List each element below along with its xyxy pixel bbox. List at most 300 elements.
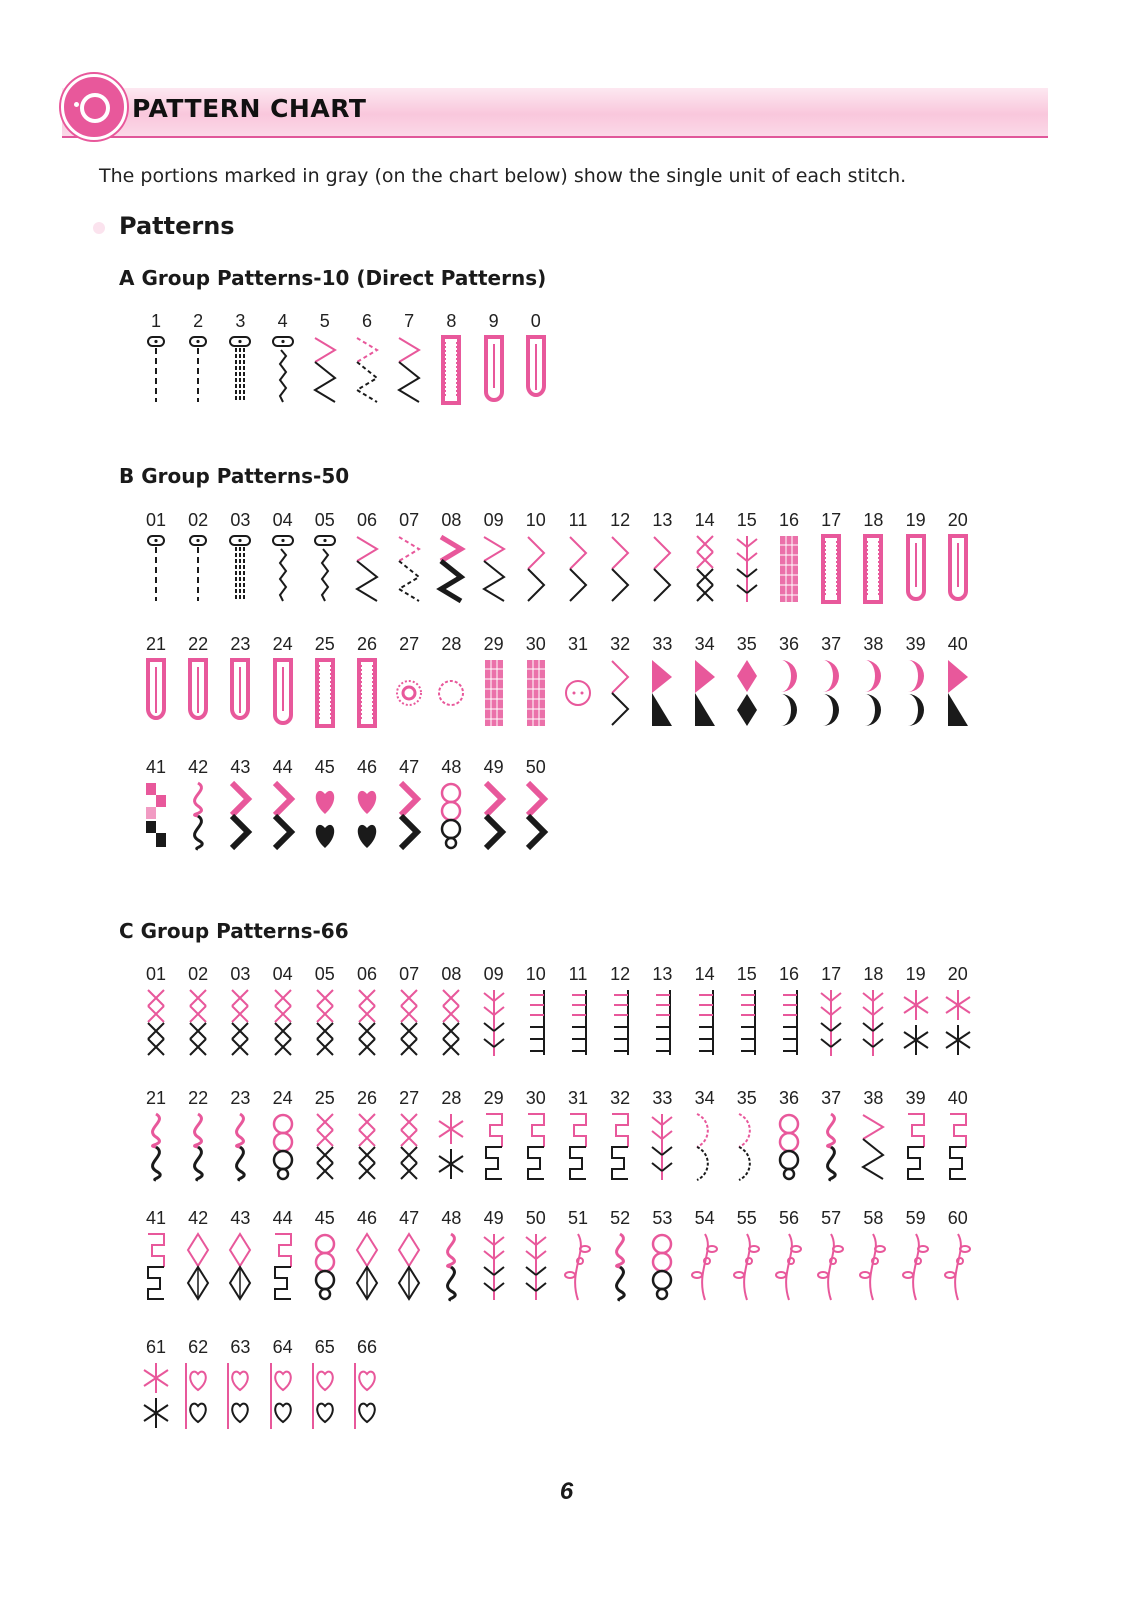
pattern-item	[474, 509, 514, 605]
pattern-number: 47	[399, 1208, 420, 1228]
pattern-number: 04	[272, 964, 293, 984]
pattern-item	[516, 756, 556, 852]
pattern-item	[389, 756, 429, 852]
pattern-item	[305, 1336, 345, 1432]
pattern-item	[178, 310, 218, 406]
page-title: PATTERN CHART	[132, 94, 367, 123]
leaf-chain-icon	[642, 1231, 682, 1303]
buttonhole-straight-icon	[178, 334, 218, 406]
heart-wave-icon	[347, 780, 387, 852]
pattern-item	[347, 310, 387, 406]
pattern-item	[516, 509, 556, 605]
figure-eight-icon	[431, 780, 471, 852]
pattern-number: 13	[652, 510, 673, 530]
pattern-number: 20	[947, 510, 968, 530]
pattern-item	[642, 633, 682, 729]
pattern-item	[727, 963, 767, 1059]
pattern-number: 28	[441, 634, 462, 654]
pattern-item	[389, 1087, 429, 1183]
pattern-item	[178, 963, 218, 1059]
serpentine-icon	[220, 1111, 260, 1183]
pattern-item	[685, 1087, 725, 1183]
pattern-number: 49	[483, 757, 504, 777]
pattern-item	[263, 1336, 303, 1432]
ladder-icon	[769, 533, 809, 605]
pattern-number: 1	[150, 311, 161, 331]
pattern-number: 50	[525, 757, 546, 777]
pattern-number: 29	[483, 634, 504, 654]
pattern-number: 20	[947, 964, 968, 984]
cross-stitch-icon	[685, 533, 725, 605]
pattern-item	[347, 509, 387, 605]
pattern-item	[853, 509, 893, 605]
star-stitch-icon	[896, 987, 936, 1059]
wave-satin-icon	[178, 780, 218, 852]
step-stitch-icon	[896, 1111, 936, 1183]
pattern-number: 5	[319, 311, 330, 331]
pattern-number: 49	[483, 1208, 504, 1228]
pattern-number: 14	[694, 510, 715, 530]
pattern-number: 25	[314, 1088, 335, 1108]
pattern-item	[474, 756, 514, 852]
pattern-number: 14	[694, 964, 715, 984]
comb-stitch-icon	[600, 987, 640, 1059]
pattern-item	[727, 509, 767, 605]
zigzag-satin-icon	[431, 533, 471, 605]
pattern-item	[136, 963, 176, 1059]
flower-vine-icon	[769, 1231, 809, 1303]
pattern-number: 29	[483, 1088, 504, 1108]
pattern-number: 11	[568, 510, 588, 530]
buttonhole-zigzag-icon	[263, 334, 303, 406]
pattern-number: 59	[905, 1208, 926, 1228]
pattern-item	[474, 1087, 514, 1183]
pattern-item	[769, 633, 809, 729]
pattern-number: 15	[736, 510, 757, 530]
pattern-item	[938, 633, 978, 729]
pattern-number: 40	[947, 1088, 968, 1108]
pattern-item	[516, 1087, 556, 1183]
flower-motif-icon	[220, 1360, 260, 1432]
pattern-number: 7	[404, 311, 415, 331]
scroll-stitch-icon	[136, 1111, 176, 1183]
pattern-item	[727, 1207, 767, 1303]
darning-icon	[474, 657, 514, 729]
pattern-item	[431, 963, 471, 1059]
zigzag-stack-icon	[220, 1231, 260, 1303]
diamond-satin-icon	[727, 657, 767, 729]
pattern-item	[558, 633, 598, 729]
pattern-item	[263, 310, 303, 406]
heart-satin-icon	[305, 780, 345, 852]
triangle-satin-icon	[685, 657, 725, 729]
pattern-item	[853, 1087, 893, 1183]
pattern-item	[178, 633, 218, 729]
pattern-item	[727, 633, 767, 729]
pattern-number: 01	[145, 964, 167, 984]
pattern-number: 61	[145, 1337, 167, 1357]
pattern-number: 51	[567, 1208, 589, 1228]
zigzag-half-icon	[389, 334, 429, 406]
pattern-number: 03	[230, 510, 251, 530]
diamond-chain-icon	[347, 1231, 387, 1303]
pattern-item	[305, 509, 345, 605]
scallop-icon	[727, 1111, 767, 1183]
pattern-number: 21	[145, 1088, 167, 1108]
pattern-item	[305, 963, 345, 1059]
pattern-item	[516, 963, 556, 1059]
pattern-item	[685, 509, 725, 605]
pattern-item	[811, 633, 851, 729]
pattern-number: 60	[947, 1208, 968, 1228]
box-zigzag-icon	[642, 533, 682, 605]
pattern-item	[769, 1207, 809, 1303]
pattern-number: 32	[610, 634, 631, 654]
pattern-item	[220, 963, 260, 1059]
star-stitch-icon	[431, 1111, 471, 1183]
pattern-item	[938, 963, 978, 1059]
pattern-number: 07	[399, 964, 420, 984]
buttonhole-bar-icon	[811, 533, 851, 605]
pattern-number: 36	[778, 634, 800, 654]
honeycomb-icon	[347, 1111, 387, 1183]
buttonhole-triple-icon	[220, 533, 260, 605]
pattern-number: 13	[652, 964, 673, 984]
pattern-number: 46	[356, 1208, 378, 1228]
zigzag-triple-icon	[389, 533, 429, 605]
box-stitch-icon	[263, 1231, 303, 1303]
pattern-number: 39	[905, 634, 926, 654]
pattern-number: 08	[441, 510, 462, 530]
pattern-number: 33	[652, 634, 673, 654]
pattern-item	[811, 963, 851, 1059]
half-circle-satin-icon	[853, 657, 893, 729]
pattern-number: 15	[736, 964, 757, 984]
cross-stitch-icon	[389, 1111, 429, 1183]
pattern-number: 66	[356, 1337, 378, 1357]
pattern-number: 54	[694, 1208, 715, 1228]
pattern-number: 27	[399, 1088, 420, 1108]
pattern-number: 31	[567, 634, 589, 654]
pattern-number: 34	[694, 634, 715, 654]
pattern-number: 06	[356, 964, 378, 984]
pattern-item	[347, 1336, 387, 1432]
pattern-item	[389, 963, 429, 1059]
pattern-number: 01	[145, 510, 167, 530]
bowtie-satin-icon	[516, 780, 556, 852]
pattern-number: 3	[235, 311, 246, 331]
pattern-item	[389, 633, 429, 729]
pattern-item	[516, 1207, 556, 1303]
pattern-number: 11	[568, 964, 588, 984]
buttonhole-bar-icon	[347, 657, 387, 729]
pattern-item	[600, 1087, 640, 1183]
pattern-number: 63	[230, 1337, 251, 1357]
pattern-number: 09	[483, 510, 504, 530]
pattern-number: 41	[145, 1208, 167, 1228]
pattern-item	[896, 633, 936, 729]
loop-stitch-icon	[305, 1231, 345, 1303]
zigzag-icon	[853, 1111, 893, 1183]
pattern-item	[178, 1336, 218, 1432]
pattern-item	[769, 1087, 809, 1183]
pattern-item	[600, 963, 640, 1059]
scallop-icon	[685, 1111, 725, 1183]
pattern-number: 02	[188, 964, 209, 984]
comb-stitch-icon	[769, 987, 809, 1059]
blanket-stitch-icon	[516, 987, 556, 1059]
pattern-number: 12	[610, 510, 631, 530]
pattern-item	[220, 756, 260, 852]
pattern-item	[305, 756, 345, 852]
cross-stitch-icon	[178, 987, 218, 1059]
pattern-item	[220, 1087, 260, 1183]
pattern-item	[474, 1207, 514, 1303]
cross-stitch-icon	[136, 987, 176, 1059]
pattern-number: 43	[230, 757, 251, 777]
comb-stitch-icon	[642, 987, 682, 1059]
pattern-number: 64	[272, 1337, 293, 1357]
pattern-number: 37	[821, 634, 842, 654]
pattern-number: 43	[230, 1208, 251, 1228]
pattern-item	[600, 633, 640, 729]
blind-hem-icon	[558, 533, 598, 605]
buttonhole-keyhole-icon	[136, 657, 176, 729]
pattern-number: 33	[652, 1088, 673, 1108]
bead-satin-icon	[389, 780, 429, 852]
branch-stitch-icon	[811, 987, 851, 1059]
pattern-number: 08	[441, 964, 462, 984]
pattern-number: 44	[272, 757, 293, 777]
pattern-item	[263, 756, 303, 852]
pattern-number: 8	[446, 311, 457, 331]
pattern-number: 26	[356, 1088, 378, 1108]
pattern-number: 44	[272, 1208, 293, 1228]
pattern-item	[685, 633, 725, 729]
buttonhole-zigzag-icon	[263, 533, 303, 605]
pattern-number: 48	[441, 1208, 462, 1228]
pattern-number: 38	[863, 1088, 884, 1108]
buttonhole-keyhole-icon	[220, 657, 260, 729]
pattern-item	[431, 310, 471, 406]
vine-icon	[558, 1231, 598, 1303]
pattern-number: 4	[277, 311, 288, 331]
pattern-item	[305, 310, 345, 406]
section-title: Patterns	[119, 212, 235, 240]
star-motif-icon	[136, 1360, 176, 1432]
serpentine-icon	[178, 1111, 218, 1183]
pattern-item	[263, 1087, 303, 1183]
pattern-item	[896, 1207, 936, 1303]
pattern-item	[136, 633, 176, 729]
comb-stitch-icon	[727, 987, 767, 1059]
pattern-number: 48	[441, 757, 462, 777]
pattern-number: 22	[188, 1088, 209, 1108]
overlock-icon	[600, 533, 640, 605]
pattern-item	[178, 1207, 218, 1303]
pattern-item	[431, 633, 471, 729]
button-sew-icon	[558, 657, 598, 729]
buttonhole-bar-icon	[431, 334, 471, 406]
pattern-item	[347, 963, 387, 1059]
pattern-item	[642, 963, 682, 1059]
flower-vine-icon	[896, 1231, 936, 1303]
pattern-number: 31	[567, 1088, 589, 1108]
fern-icon	[474, 1231, 514, 1303]
pattern-number: 40	[947, 634, 968, 654]
pattern-number: 23	[230, 634, 251, 654]
pattern-item	[220, 1336, 260, 1432]
pattern-number: 47	[399, 757, 420, 777]
pattern-item	[642, 509, 682, 605]
pattern-number: 23	[230, 1088, 251, 1108]
pattern-number: 05	[314, 964, 335, 984]
pattern-number: 32	[610, 1088, 631, 1108]
slant-stitch-icon	[516, 533, 556, 605]
pattern-item	[938, 1207, 978, 1303]
pattern-item	[853, 633, 893, 729]
pattern-number: 2	[193, 311, 204, 331]
pattern-item	[263, 1207, 303, 1303]
pattern-item	[136, 756, 176, 852]
cross-stitch-icon	[431, 987, 471, 1059]
pattern-number: 05	[314, 510, 335, 530]
zigzag-icon	[305, 334, 345, 406]
pattern-item	[431, 509, 471, 605]
pattern-number: 41	[145, 757, 167, 777]
pattern-item	[853, 1207, 893, 1303]
eyelet-circle-icon	[431, 657, 471, 729]
chevron-satin-icon	[220, 780, 260, 852]
cross-stitch-icon	[220, 987, 260, 1059]
pattern-item	[431, 1087, 471, 1183]
pattern-item	[558, 1207, 598, 1303]
pattern-item	[263, 633, 303, 729]
greek-key-icon	[558, 1111, 598, 1183]
pattern-item	[347, 1207, 387, 1303]
pattern-item	[938, 509, 978, 605]
loop-stitch-icon	[263, 1111, 303, 1183]
pattern-item	[389, 310, 429, 406]
pattern-number: 03	[230, 964, 251, 984]
pattern-item	[896, 509, 936, 605]
pattern-item	[600, 509, 640, 605]
pattern-item	[389, 509, 429, 605]
pattern-number: 16	[778, 964, 800, 984]
page-number: 6	[559, 1478, 574, 1505]
pattern-number: 45	[314, 1208, 335, 1228]
pattern-number: 21	[145, 634, 167, 654]
pattern-item	[347, 1087, 387, 1183]
pattern-item	[642, 1087, 682, 1183]
pattern-item	[558, 1087, 598, 1183]
pattern-item	[811, 509, 851, 605]
pattern-item	[136, 1207, 176, 1303]
pattern-item	[178, 1087, 218, 1183]
cross-stitch-icon	[389, 987, 429, 1059]
pattern-item	[136, 1087, 176, 1183]
pattern-item	[305, 633, 345, 729]
pattern-item	[938, 1087, 978, 1183]
pattern-number: 10	[525, 964, 546, 984]
buttonhole-pointed-icon	[263, 657, 303, 729]
oval-satin-icon	[811, 657, 851, 729]
pattern-number: 52	[610, 1208, 631, 1228]
pattern-item	[220, 633, 260, 729]
dolphin-motif-icon	[263, 1360, 303, 1432]
pattern-item	[178, 509, 218, 605]
pattern-item	[685, 1207, 725, 1303]
pattern-item	[811, 1207, 851, 1303]
leaf-vine-icon	[685, 1231, 725, 1303]
pattern-item	[220, 509, 260, 605]
pattern-item	[474, 963, 514, 1059]
pattern-item	[600, 1207, 640, 1303]
chevron-wide-icon	[263, 780, 303, 852]
pattern-item	[516, 310, 556, 406]
pattern-item	[220, 1207, 260, 1303]
pattern-number: 53	[652, 1208, 673, 1228]
pattern-number: 16	[778, 510, 800, 530]
pattern-number: 50	[525, 1208, 546, 1228]
pattern-item	[474, 633, 514, 729]
pattern-item	[136, 509, 176, 605]
buttonhole-keyhole-icon	[516, 334, 556, 406]
pattern-item	[305, 1207, 345, 1303]
buttonhole-triple-icon	[220, 334, 260, 406]
pattern-item	[305, 1087, 345, 1183]
checker-satin-icon	[136, 780, 176, 852]
pattern-item	[811, 1087, 851, 1183]
pattern-item	[474, 310, 514, 406]
pattern-item	[896, 1087, 936, 1183]
pattern-number: 17	[821, 964, 842, 984]
pattern-number: 07	[399, 510, 420, 530]
fringe-stitch-icon	[853, 987, 893, 1059]
pattern-number: 0	[530, 311, 541, 331]
pattern-item	[685, 963, 725, 1059]
group-title-a: A Group Patterns-10 (Direct Patterns)	[119, 266, 547, 290]
crescent-satin-icon	[769, 657, 809, 729]
zigzag-icon	[347, 533, 387, 605]
grid-darning-icon	[516, 657, 556, 729]
pattern-number: 02	[188, 510, 209, 530]
buttonhole-short-icon	[305, 533, 345, 605]
pattern-number: 57	[821, 1208, 842, 1228]
pattern-number: 26	[356, 634, 378, 654]
pattern-item	[347, 756, 387, 852]
cross-stitch-icon	[305, 987, 345, 1059]
pattern-item	[347, 633, 387, 729]
arrow-vine-icon	[811, 1231, 851, 1303]
pattern-item	[558, 509, 598, 605]
pattern-number: 38	[863, 634, 884, 654]
pattern-number: 42	[188, 757, 209, 777]
arrow-satin-icon	[474, 780, 514, 852]
step-stitch-icon	[938, 1111, 978, 1183]
pattern-number: 04	[272, 510, 293, 530]
crown-motif-icon	[347, 1360, 387, 1432]
group-title-b: B Group Patterns-50	[119, 464, 350, 488]
pattern-item	[896, 963, 936, 1059]
flower-vine-icon	[853, 1231, 893, 1303]
bullet-icon	[93, 222, 105, 234]
buttonhole-round-icon	[896, 533, 936, 605]
pattern-number: 56	[778, 1208, 800, 1228]
cross-stitch-icon	[263, 987, 303, 1059]
pattern-number: 35	[736, 634, 757, 654]
zigzag-half-icon	[474, 533, 514, 605]
